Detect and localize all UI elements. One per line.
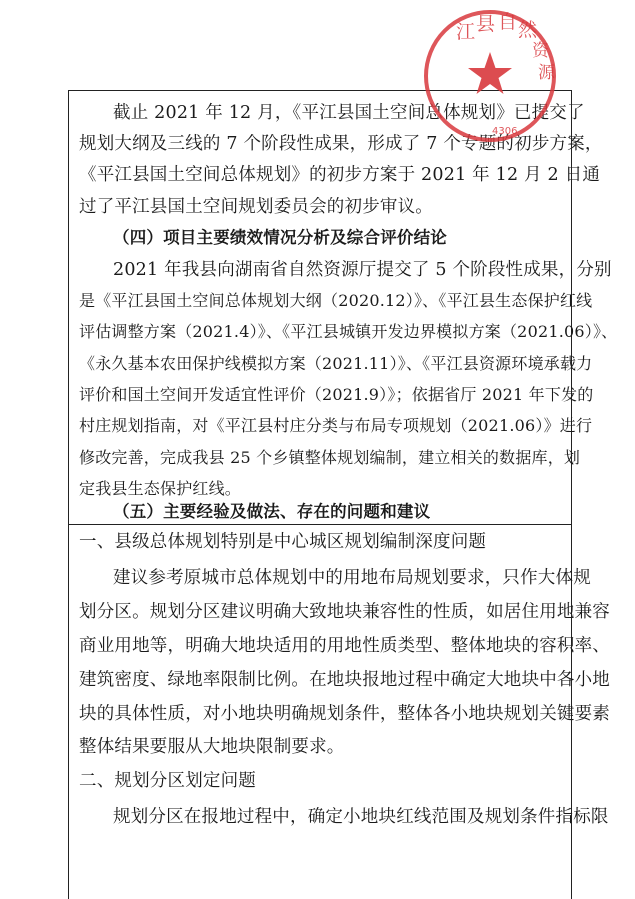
paragraph-line: 规划分区在报地过程中，确定小地块红线范围及规划条件指标限 — [113, 807, 609, 827]
paragraph-line: 评价和国土空间开发适宜性评价（2021.9）》；依据省厅 2021 年下发的 — [79, 385, 594, 404]
paragraph-line: 截止 2021 年 12 月，《平江县国土空间总体规划》已提交了 — [113, 103, 585, 123]
paragraph-line: 规划大纲及三线的 7 个阶段性成果，形成了 7 个专题的初步方案， — [79, 134, 603, 154]
paragraph-line: 建议参考原城市总体规划中的用地布局规划要求，只作大体规 — [113, 568, 591, 588]
paragraph-line: 2021 年我县向湖南省自然资源厅提交了 5 个阶段性成果，分别 — [113, 260, 612, 280]
svg-text:自: 自 — [498, 11, 518, 33]
svg-text:然: 然 — [518, 19, 538, 41]
subheading-one: 一、县级总体规划特别是中心城区规划编制深度问题 — [79, 532, 487, 552]
subheading-two: 二、规划分区划定问题 — [79, 771, 256, 791]
section-divider — [68, 524, 572, 525]
svg-text:县: 县 — [476, 13, 496, 35]
paragraph-line: 划分区。规划分区建议明确大致地块兼容性的性质，如居住用地兼容 — [79, 602, 610, 622]
section-heading-five: （五）主要经验及做法、存在的问题和建议 — [113, 502, 431, 521]
paragraph-line: 修改完善，完成我县 25 个乡镇整体规划编制，建立相关的数据库，划 — [79, 448, 581, 467]
seal-star-icon — [468, 52, 512, 94]
svg-text:江: 江 — [456, 21, 476, 43]
svg-text:源: 源 — [538, 63, 555, 83]
paragraph-line: 《永久基本农田保护线模拟方案（2021.11）》、《平江县资源环境承载力 — [79, 354, 593, 373]
svg-text:资: 资 — [532, 41, 549, 61]
paragraph-line: 评估调整方案（2021.4）》、《平江县城镇开发边界模拟方案（2021.06）》、 — [79, 322, 618, 341]
paragraph-line: 商业用地等，明确大地块适用的用地性质类型、整体地块的容积率、 — [79, 636, 610, 656]
paragraph-line: 过了平江县国土空间规划委员会的初步审议。 — [79, 197, 433, 217]
paragraph-line: 村庄规划指南，对《平江县村庄分类与布局专项规划（2021.06）》进行 — [79, 416, 593, 435]
paragraph-line: 是《平江县国土空间总体规划大纲（2020.12）》、《平江县生态保护红线 — [79, 291, 593, 310]
paragraph-line: 定我县生态保护红线。 — [79, 479, 242, 498]
paragraph-line: 《平江县国土空间总体规划》的初步方案于 2021 年 12 月 2 日通 — [79, 165, 601, 185]
paragraph-line: 块的具体性质，对小地块明确规划条件，整体各小地块规划关键要素 — [79, 704, 610, 724]
paragraph-line: 建筑密度、绿地率限制比例。在地块报地过程中确定大地块中各小地 — [79, 670, 610, 690]
paragraph-line: 整体结果要服从大地块限制要求。 — [79, 737, 345, 757]
section-heading-four: （四）项目主要绩效情况分析及综合评价结论 — [113, 228, 447, 247]
svg-text:4306: 4306 — [492, 126, 518, 137]
